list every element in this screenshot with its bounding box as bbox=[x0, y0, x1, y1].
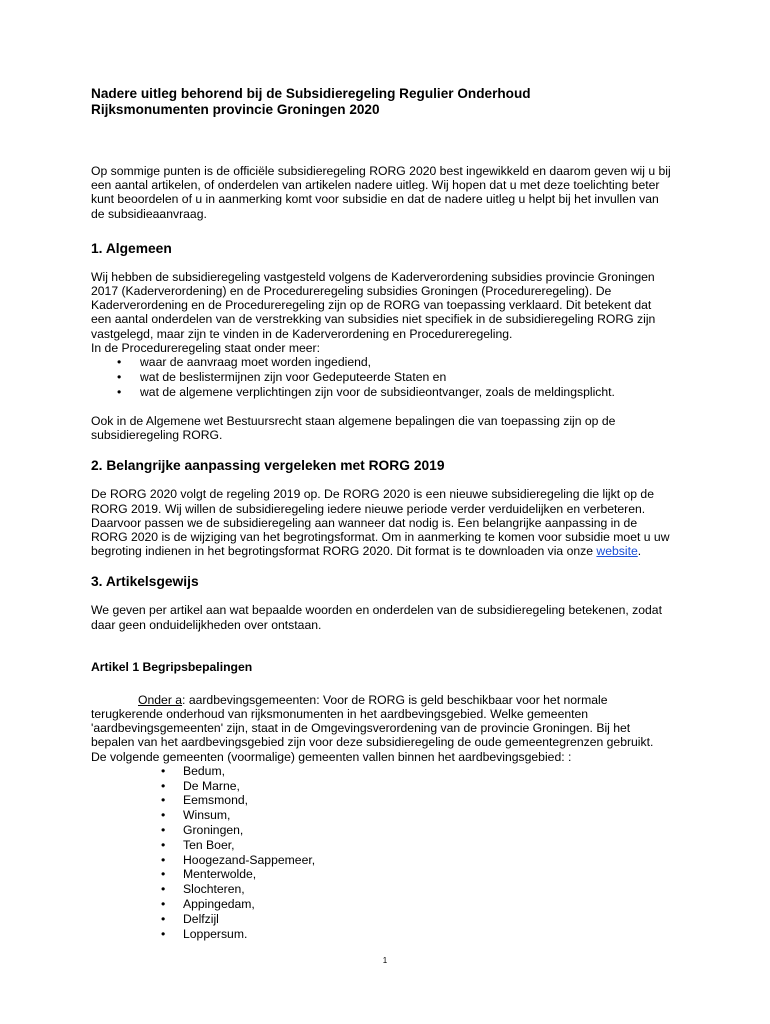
section-3-heading: 3. Artikelsgewijs bbox=[91, 574, 199, 590]
list-item: • Ten Boer, bbox=[91, 838, 671, 853]
section-2-text-end: . bbox=[637, 544, 642, 559]
section-3-paragraph: We geven per artikel aan wat bepaalde woorden en onderdelen van de subsidieregeling betekenen, zodat daar geen onduidelijkheden over ontstaan. bbox=[91, 603, 662, 632]
intro-paragraph: Op sommige punten is de officiële subsidieregeling RORG 2020 best ingewikkeld en daarom geven wij u bij een aantal artikelen, of onderdelen van artikelen nadere uitleg. Wij hopen dat u met deze toelichting beter kunt beoordelen of u in aanmerking komt voor subsidie en dat de nadere uitleg u helpt bij het invullen van de subsidieaanvraag. bbox=[91, 164, 671, 221]
onder-a-label: Onder a bbox=[138, 692, 183, 707]
list-item: • Winsum, bbox=[91, 808, 671, 823]
section-2-text: De RORG 2020 volgt de regeling 2019 op. De RORG 2020 is een nieuwe subsidieregeling die lijkt op de RORG 2019. Wij willen de subsidieregeling iedere nieuwe periode verder verduidelijken en verbeteren. Daarvoor passen we de subsidieregeling aan wanneer dat nodig is. Een belangrijke aanpassing in de RORG 2020 is de wijziging van het begrotingsformat. Om in aanmerking te komen voor subsidie moet u uw begroting indienen in het begrotingsformat RORG 2020. Dit format is te downloaden via onze bbox=[91, 487, 670, 559]
list-item: • Groningen, bbox=[91, 823, 671, 838]
section-1-paragraph: Wij hebben de subsidieregeling vastgesteld volgens de Kaderverordening subsidies provincie Groningen 2017 (Kaderverordening) en de Procedureregeling subsidies Groningen (Procedureregeling). De Kaderverordening en de Procedureregeling zijn op de RORG van toepassing verklaard. Dit betekent dat een aantal onderdelen van de verstrekking van subsidies niet specifiek in de subsidieregeling RORG zijn vastgelegd, maar zijn te vinden in de Kaderverordening en Procedureregeling. bbox=[91, 269, 656, 341]
page-number: 1 bbox=[382, 956, 388, 965]
section-1-heading: 1. Algemeen bbox=[91, 240, 172, 256]
artikel-1-heading: Artikel 1 Begripsbepalingen bbox=[91, 659, 253, 674]
title-line-1: Nadere uitleg behorend bij de Subsidieregeling Regulier Onderhoud bbox=[91, 86, 531, 101]
list-item: • Appingedam, bbox=[91, 897, 671, 912]
document-title bbox=[91, 86, 671, 118]
list-item: • De Marne, bbox=[91, 779, 671, 794]
list-item: • Menterwolde, bbox=[91, 867, 671, 882]
municipality-list bbox=[91, 764, 671, 942]
document-body bbox=[91, 86, 671, 941]
artikel-1-paragraph bbox=[91, 693, 671, 764]
list-item: • wat de beslistermijnen zijn voor Gedeputeerde Staten en bbox=[91, 370, 671, 385]
list-item: • Bedum, bbox=[91, 764, 671, 779]
artikel-1-text: : aardbevingsgemeenten: Voor de RORG is geld beschikbaar voor het normale terugkerende onderhoud van rijksmonumenten in het aardbevingsgebied. Welke gemeenten 'aardbevingsgemeenten' zijn, staat in de Omgevingsverordening van de provincie Groningen. Bij het bepalen van het aardbevingsgebied zijn voor deze subsidieregeling de oude gemeentegrenzen gebruikt. De volgende gemeenten (voormalige) gemeenten vallen binnen het aardbevingsgebied: : bbox=[91, 692, 654, 764]
section-1-closing-paragraph: Ook in de Algemene wet Bestuursrecht staan algemene bepalingen die van toepassing zijn op de subsidieregeling RORG. bbox=[91, 414, 616, 443]
website-link[interactable]: website bbox=[596, 544, 638, 559]
list-item: • Hoogezand-Sappemeer, bbox=[91, 853, 671, 868]
list-item: • waar de aanvraag moet worden ingediend, bbox=[91, 355, 671, 370]
section-2-paragraph bbox=[91, 487, 671, 558]
section-2-heading: 2. Belangrijke aanpassing vergeleken met RORG 2019 bbox=[91, 458, 445, 474]
procedure-list-intro: In de Procedureregeling staat onder meer: bbox=[91, 340, 320, 355]
list-item: • Loppersum. bbox=[91, 927, 671, 942]
procedure-list bbox=[91, 355, 671, 400]
list-item: • Eemsmond, bbox=[91, 793, 671, 808]
list-item: • wat de algemene verplichtingen zijn voor de subsidieontvanger, zoals de meldingsplicht. bbox=[91, 385, 671, 400]
list-item: • Slochteren, bbox=[91, 882, 671, 897]
list-item: • Delfzijl bbox=[91, 912, 671, 927]
title-line-2: Rijksmonumenten provincie Groningen 2020 bbox=[91, 102, 380, 117]
